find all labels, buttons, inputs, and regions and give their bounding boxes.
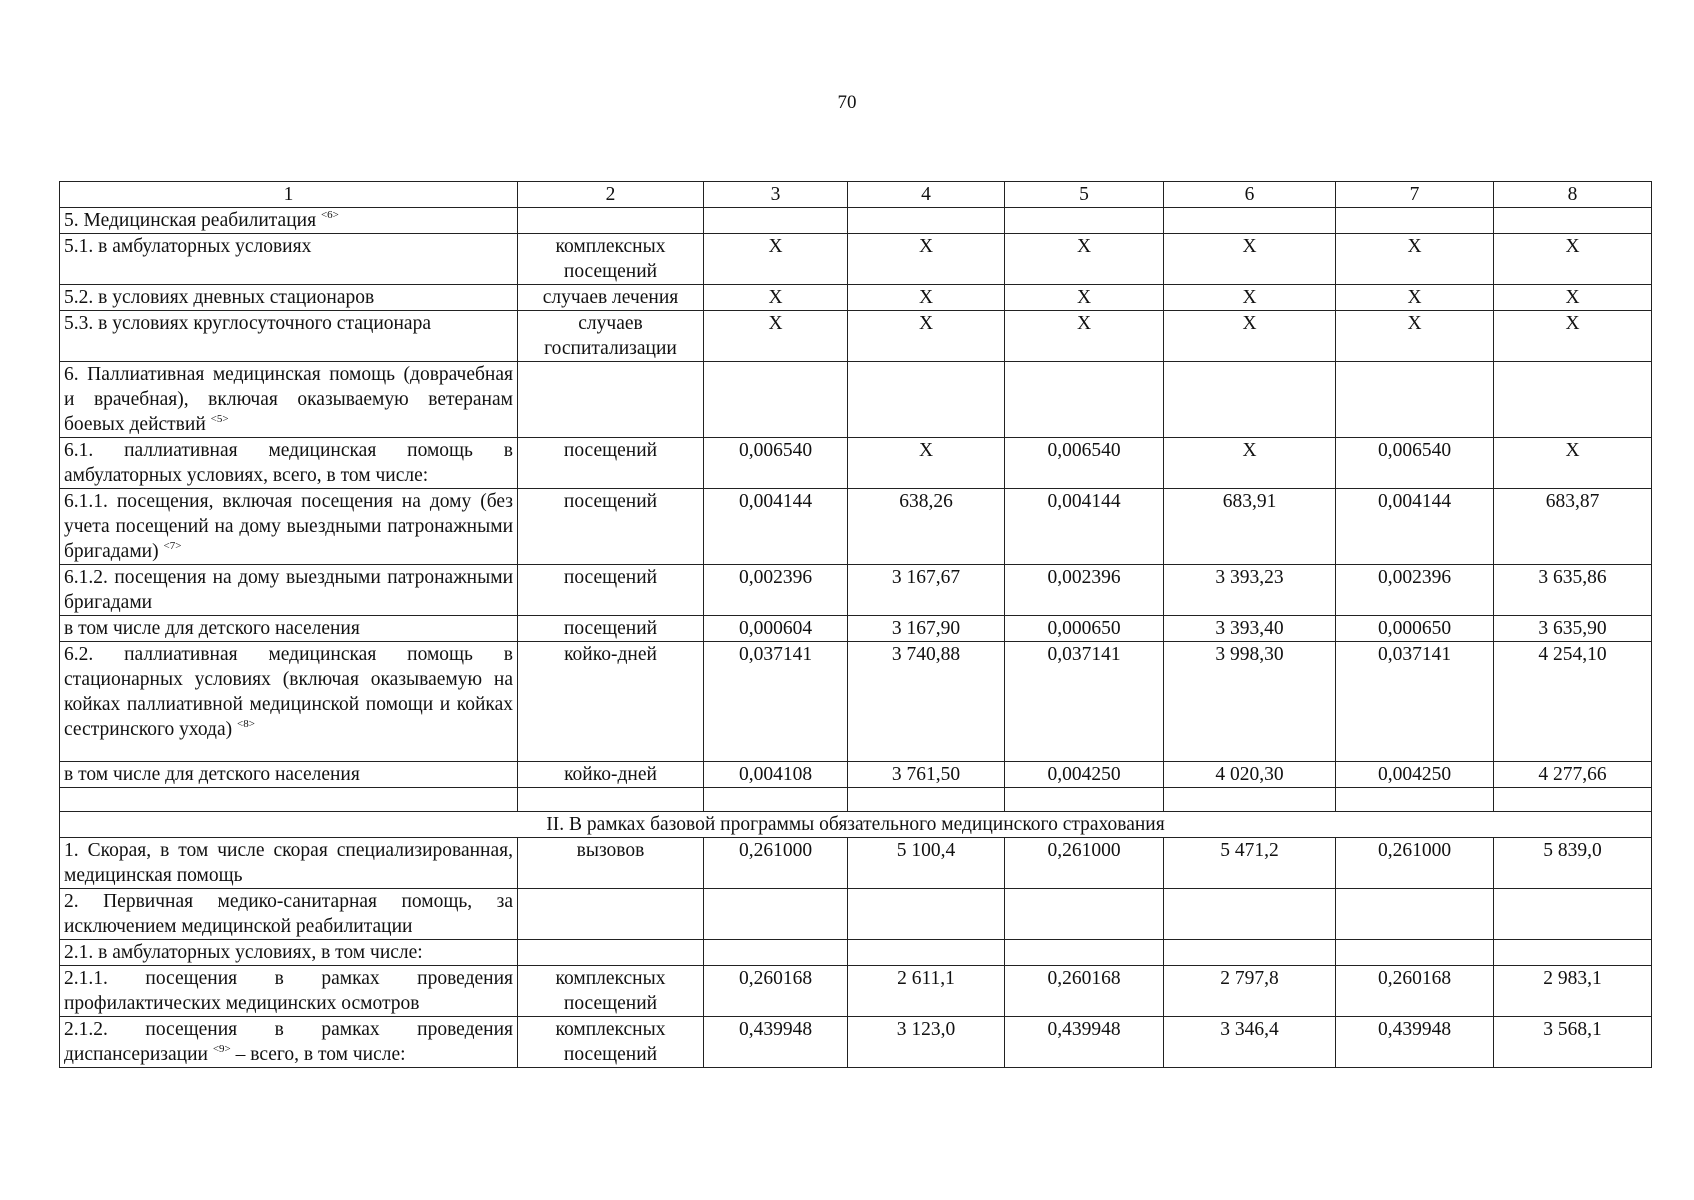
value-cell: 0,004144 bbox=[1336, 489, 1494, 565]
value-cell bbox=[1164, 940, 1336, 966]
table-row bbox=[60, 362, 1652, 438]
value-cell bbox=[1164, 889, 1336, 940]
value-cell bbox=[704, 889, 848, 940]
unit-cell bbox=[518, 208, 704, 234]
value-cell: X bbox=[1494, 311, 1652, 362]
row-name-text: в том числе для детского населения bbox=[64, 618, 360, 639]
column-number: 1 bbox=[60, 182, 518, 208]
value-cell: 0,002396 bbox=[1336, 565, 1494, 616]
column-number: 6 bbox=[1164, 182, 1336, 208]
row-name bbox=[60, 362, 518, 438]
value-cell: 3 346,4 bbox=[1164, 1017, 1336, 1068]
value-cell bbox=[1336, 940, 1494, 966]
unit-cell: койко-дней bbox=[518, 762, 704, 788]
row-name bbox=[60, 565, 518, 616]
value-cell: 3 635,86 bbox=[1494, 565, 1652, 616]
value-cell: X bbox=[1336, 311, 1494, 362]
value-cell bbox=[1336, 362, 1494, 438]
value-cell: 0,000650 bbox=[1336, 616, 1494, 642]
row-name-text: 6. Паллиативная медицинская помощь (доврачебная и врачебная), включая оказываемую ветеранам боевых действий bbox=[64, 364, 513, 435]
value-cell: 0,004250 bbox=[1005, 762, 1164, 788]
value-cell bbox=[1494, 940, 1652, 966]
value-cell: 2 983,1 bbox=[1494, 966, 1652, 1017]
value-cell: 0,260168 bbox=[704, 966, 848, 1017]
column-number: 8 bbox=[1494, 182, 1652, 208]
table-row bbox=[60, 616, 1652, 642]
unit-cell: комплексных посещений bbox=[518, 1017, 704, 1068]
unit-cell: комплексных посещений bbox=[518, 966, 704, 1017]
data-table bbox=[59, 181, 1652, 1068]
value-cell: X bbox=[848, 285, 1005, 311]
value-cell: 0,439948 bbox=[704, 1017, 848, 1068]
unit-cell bbox=[518, 788, 704, 812]
table-row bbox=[60, 1017, 1652, 1068]
row-name-text: 5.2. в условиях дневных стационаров bbox=[64, 287, 375, 308]
footnote-ref: <5> bbox=[210, 413, 229, 425]
row-name bbox=[60, 889, 518, 940]
value-cell: 3 761,50 bbox=[848, 762, 1005, 788]
value-cell bbox=[848, 788, 1005, 812]
value-cell bbox=[848, 362, 1005, 438]
table-row bbox=[60, 889, 1652, 940]
value-cell: 4 277,66 bbox=[1494, 762, 1652, 788]
table-row bbox=[60, 311, 1652, 362]
value-cell: X bbox=[1005, 285, 1164, 311]
value-cell: 5 100,4 bbox=[848, 838, 1005, 889]
row-name bbox=[60, 438, 518, 489]
row-name-text: 2.1.2. посещения в рамках проведения диспансеризации bbox=[64, 1019, 513, 1065]
row-name bbox=[60, 762, 518, 788]
row-name-text: 2.1.1. посещения в рамках проведения профилактических медицинских осмотров bbox=[64, 968, 513, 1014]
table-row bbox=[60, 838, 1652, 889]
value-cell: 3 568,1 bbox=[1494, 1017, 1652, 1068]
row-name bbox=[60, 966, 518, 1017]
table-row bbox=[60, 940, 1652, 966]
table-row bbox=[60, 285, 1652, 311]
value-cell: 683,87 bbox=[1494, 489, 1652, 565]
row-name bbox=[60, 285, 518, 311]
unit-cell: вызовов bbox=[518, 838, 704, 889]
value-cell: 4 254,10 bbox=[1494, 642, 1652, 762]
row-name bbox=[60, 234, 518, 285]
footnote-ref: <7> bbox=[163, 540, 182, 552]
column-number-row bbox=[60, 182, 1652, 208]
row-name-text: 6.1.1. посещения, включая посещения на дому (без учета посещений на дому выездными патронажными бригадами) bbox=[64, 491, 513, 562]
value-cell: 2 797,8 bbox=[1164, 966, 1336, 1017]
value-cell: 0,000604 bbox=[704, 616, 848, 642]
value-cell bbox=[848, 208, 1005, 234]
value-cell bbox=[1494, 889, 1652, 940]
value-cell: 0,037141 bbox=[1336, 642, 1494, 762]
row-name-text: 2.1. в амбулаторных условиях, в том числе: bbox=[64, 942, 423, 963]
value-cell bbox=[1336, 889, 1494, 940]
row-name bbox=[60, 1017, 518, 1068]
unit-cell: посещений bbox=[518, 438, 704, 489]
row-name bbox=[60, 489, 518, 565]
value-cell: 0,261000 bbox=[704, 838, 848, 889]
value-cell: X bbox=[704, 311, 848, 362]
footnote-ref: <8> bbox=[237, 718, 255, 730]
column-number: 4 bbox=[848, 182, 1005, 208]
section-header-row bbox=[60, 812, 1652, 838]
value-cell: X bbox=[704, 285, 848, 311]
unit-cell: комплексных посещений bbox=[518, 234, 704, 285]
table-row bbox=[60, 489, 1652, 565]
value-cell: X bbox=[1164, 285, 1336, 311]
value-cell: X bbox=[848, 438, 1005, 489]
value-cell: 0,006540 bbox=[1005, 438, 1164, 489]
unit-cell: койко-дней bbox=[518, 642, 704, 762]
value-cell: 0,002396 bbox=[704, 565, 848, 616]
page-number: 70 bbox=[837, 92, 857, 113]
row-name bbox=[60, 642, 518, 762]
value-cell bbox=[704, 788, 848, 812]
value-cell: 2 611,1 bbox=[848, 966, 1005, 1017]
value-cell bbox=[1005, 788, 1164, 812]
value-cell: X bbox=[704, 234, 848, 285]
value-cell: 683,91 bbox=[1164, 489, 1336, 565]
value-cell: 0,260168 bbox=[1336, 966, 1494, 1017]
value-cell: 3 393,23 bbox=[1164, 565, 1336, 616]
value-cell: 0,006540 bbox=[704, 438, 848, 489]
unit-cell bbox=[518, 940, 704, 966]
value-cell bbox=[1164, 208, 1336, 234]
row-name bbox=[60, 940, 518, 966]
value-cell bbox=[1005, 208, 1164, 234]
value-cell: X bbox=[1164, 234, 1336, 285]
table-row bbox=[60, 788, 1652, 812]
column-number: 3 bbox=[704, 182, 848, 208]
row-name-text: 2. Первичная медико-санитарная помощь, за исключением медицинской реабилитации bbox=[64, 891, 513, 937]
value-cell bbox=[1005, 362, 1164, 438]
value-cell: X bbox=[1336, 285, 1494, 311]
value-cell: 3 740,88 bbox=[848, 642, 1005, 762]
value-cell bbox=[704, 940, 848, 966]
table-row bbox=[60, 438, 1652, 489]
table-row bbox=[60, 234, 1652, 285]
value-cell: X bbox=[1494, 438, 1652, 489]
value-cell bbox=[1336, 788, 1494, 812]
row-name-text: 1. Скорая, в том числе скорая специализированная, медицинская помощь bbox=[64, 840, 513, 886]
value-cell: 3 998,30 bbox=[1164, 642, 1336, 762]
row-name-text: в том числе для детского населения bbox=[64, 764, 360, 785]
value-cell: X bbox=[848, 234, 1005, 285]
value-cell bbox=[1005, 889, 1164, 940]
value-cell: 3 123,0 bbox=[848, 1017, 1005, 1068]
value-cell bbox=[1164, 788, 1336, 812]
value-cell: 0,004144 bbox=[704, 489, 848, 565]
row-name-text: 5.1. в амбулаторных условиях bbox=[64, 236, 312, 257]
unit-cell: посещений bbox=[518, 616, 704, 642]
value-cell: 3 167,67 bbox=[848, 565, 1005, 616]
row-name bbox=[60, 311, 518, 362]
value-cell: 4 020,30 bbox=[1164, 762, 1336, 788]
row-name bbox=[60, 208, 518, 234]
value-cell: 0,004250 bbox=[1336, 762, 1494, 788]
value-cell: 0,260168 bbox=[1005, 966, 1164, 1017]
row-name-text: 6.1.2. посещения на дому выездными патронажными бригадами bbox=[64, 567, 513, 613]
value-cell: 3 635,90 bbox=[1494, 616, 1652, 642]
row-name-suffix: – всего, в том числе: bbox=[230, 1044, 406, 1065]
value-cell: 0,004108 bbox=[704, 762, 848, 788]
section-title: II. В рамках базовой программы обязательного медицинского страхования bbox=[60, 812, 1652, 838]
value-cell: 5 471,2 bbox=[1164, 838, 1336, 889]
value-cell bbox=[1336, 208, 1494, 234]
footnote-ref: <6> bbox=[320, 209, 339, 221]
value-cell: 3 393,40 bbox=[1164, 616, 1336, 642]
unit-cell bbox=[518, 362, 704, 438]
value-cell: 0,037141 bbox=[1005, 642, 1164, 762]
value-cell bbox=[848, 889, 1005, 940]
value-cell bbox=[1494, 208, 1652, 234]
row-name-text: 5.3. в условиях круглосуточного стационара bbox=[64, 313, 431, 334]
column-number: 2 bbox=[518, 182, 704, 208]
value-cell: 0,006540 bbox=[1336, 438, 1494, 489]
value-cell bbox=[704, 208, 848, 234]
row-name-text: 6.1. паллиативная медицинская помощь в амбулаторных условиях, всего, в том числе: bbox=[64, 440, 513, 486]
value-cell: 638,26 bbox=[848, 489, 1005, 565]
value-cell: 0,261000 bbox=[1336, 838, 1494, 889]
value-cell: 0,261000 bbox=[1005, 838, 1164, 889]
unit-cell bbox=[518, 889, 704, 940]
column-number: 7 bbox=[1336, 182, 1494, 208]
row-name bbox=[60, 788, 518, 812]
value-cell: 3 167,90 bbox=[848, 616, 1005, 642]
footnote-ref: <9> bbox=[212, 1043, 231, 1055]
table-row bbox=[60, 208, 1652, 234]
value-cell: 0,002396 bbox=[1005, 565, 1164, 616]
value-cell: 0,439948 bbox=[1336, 1017, 1494, 1068]
row-name bbox=[60, 616, 518, 642]
table-row bbox=[60, 762, 1652, 788]
row-name-text: 6.2. паллиативная медицинская помощь в стационарных условиях (включая оказываемую на койках паллиативной медицинской помощи и койках сестринского ухода) bbox=[64, 644, 513, 740]
table-row bbox=[60, 565, 1652, 616]
table-row bbox=[60, 966, 1652, 1017]
value-cell: X bbox=[1005, 311, 1164, 362]
row-name-text: 5. Медицинская реабилитация bbox=[64, 210, 317, 231]
value-cell bbox=[1005, 940, 1164, 966]
row-name bbox=[60, 838, 518, 889]
unit-cell: посещений bbox=[518, 565, 704, 616]
value-cell: X bbox=[848, 311, 1005, 362]
value-cell: X bbox=[1164, 311, 1336, 362]
unit-cell: посещений bbox=[518, 489, 704, 565]
value-cell bbox=[1494, 788, 1652, 812]
value-cell bbox=[1164, 362, 1336, 438]
column-number: 5 bbox=[1005, 182, 1164, 208]
value-cell: 5 839,0 bbox=[1494, 838, 1652, 889]
value-cell: X bbox=[1336, 234, 1494, 285]
table-row bbox=[60, 642, 1652, 762]
value-cell bbox=[848, 940, 1005, 966]
value-cell: X bbox=[1494, 285, 1652, 311]
value-cell: 0,037141 bbox=[704, 642, 848, 762]
value-cell: 0,004144 bbox=[1005, 489, 1164, 565]
value-cell: X bbox=[1494, 234, 1652, 285]
value-cell: X bbox=[1005, 234, 1164, 285]
unit-cell: случаев лечения bbox=[518, 285, 704, 311]
unit-cell: случаев госпитализации bbox=[518, 311, 704, 362]
value-cell: 0,439948 bbox=[1005, 1017, 1164, 1068]
value-cell bbox=[704, 362, 848, 438]
value-cell: X bbox=[1164, 438, 1336, 489]
value-cell: 0,000650 bbox=[1005, 616, 1164, 642]
value-cell bbox=[1494, 362, 1652, 438]
